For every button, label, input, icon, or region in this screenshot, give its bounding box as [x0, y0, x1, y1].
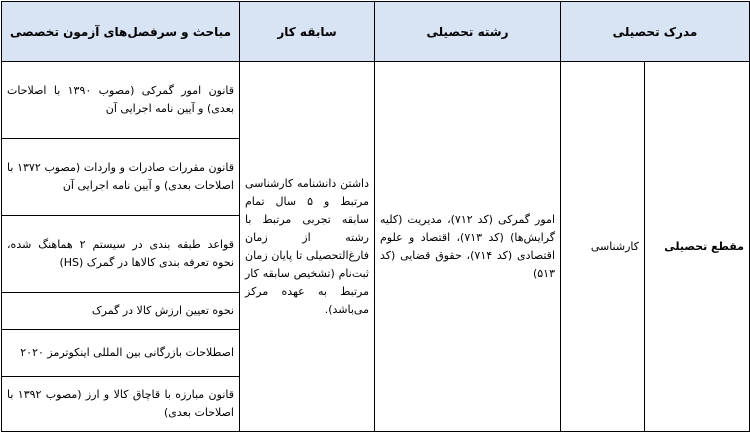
topic-item: اصطلاحات بازرگانی بین المللی اینکوترمز ۲۰۲۰ [2, 330, 240, 377]
header-degree: مدرک تحصیلی [561, 2, 750, 62]
table-row [2, 62, 750, 139]
experience-cell: داشتن دانشنامه کارشناسی مرتبط و ۵ سال تمام سابقه تجربی مرتبط با رشته از زمان فارغ‌التحصیلی تا پایان زمان ثبت‌نام (تشخیص سابقه کار مرتبط به عهده مرکز می‌باشد). [240, 62, 375, 432]
topic-item: قانون امور گمرکی (مصوب ۱۳۹۰ با اصلاحات بعدی) و آیین نامه اجرایی آن [2, 62, 240, 139]
degree-cell: کارشناسی [561, 62, 645, 432]
header-field: رشته تحصیلی [375, 2, 561, 62]
topic-item: قواعد طبقه بندی در سیستم ۲ هماهنگ شده، نحوه تعرفه بندی کالاها در گمرک (HS) [2, 216, 240, 293]
topic-item: قانون مقررات صادرات و واردات (مصوب ۱۳۷۲ با اصلاحات بعدی) و آیین نامه اجرایی آن [2, 139, 240, 216]
header-topics: مباحث و سرفصل‌های آزمون تخصصی [2, 2, 240, 62]
header-row [2, 2, 750, 62]
header-experience: سابقه کار [240, 2, 375, 62]
topic-item: نحوه تعیین ارزش کالا در گمرک [2, 293, 240, 330]
topic-item: قانون مبارزه با قاچاق کالا و ارز (مصوب ۱۳۹۲ با اصلاحات بعدی) [2, 377, 240, 432]
field-cell: امور گمرکی (کد ۷۱۲)، مدیریت (کلیه گرایش‌ها) (کد ۷۱۳)، اقتصاد و علوم اقتصادی (کد ۷۱۴)، حقوق قضایی (کد ۵۱۳) [375, 62, 561, 432]
requirements-table [1, 1, 750, 432]
level-label-cell: مقطع تحصیلی [645, 62, 750, 432]
